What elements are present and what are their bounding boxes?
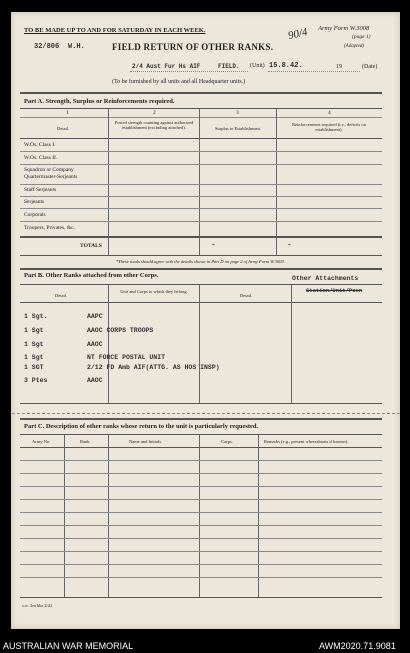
unit-value-continued: FIELD.: [218, 63, 240, 70]
handwritten-number: 90/4: [286, 26, 309, 42]
typed-heading-other-attachments: Other Attachments: [292, 275, 359, 282]
part-a-header-posted: Posted strength counting against authorized establishment (excluding attached).: [114, 120, 194, 131]
part-b-header-rule: [20, 302, 382, 303]
unit-label: (Unit): [250, 63, 265, 69]
row-label-wo-class-1: W.Os. Class I.: [24, 142, 56, 148]
typed-heading-struck: Station/Unit/Posn: [306, 287, 363, 294]
part-a-table-top: [20, 108, 382, 109]
attachment-detail-2: 1 Sgt: [24, 327, 44, 334]
part-c-col-divider-3: [199, 434, 200, 597]
perforation-line: [12, 413, 400, 414]
attachment-unit-1: AAPC: [87, 313, 103, 320]
row-rule: [20, 151, 382, 152]
part-c-row-rule: [20, 538, 382, 539]
part-a-header-detail: Detail.: [57, 126, 70, 131]
part-c-row-rule: [20, 577, 382, 578]
attachment-detail-6: 3 Ptes: [24, 377, 48, 384]
part-c-header-army-no: Army No.: [32, 439, 51, 444]
part-a-title: Part A. Strength, Surplus or Reinforcements required.: [24, 98, 175, 105]
page-number: (page 1): [352, 34, 371, 40]
part-c-row-rule: [20, 564, 382, 565]
part-a-col-number-3: 3: [236, 110, 239, 116]
part-a-header-rule: [20, 138, 382, 139]
part-a-number-rule: [20, 117, 382, 118]
part-a-col-number-4: 4: [328, 110, 331, 116]
part-b-header-unit-1: Unit and Corps to which they belong.: [120, 289, 188, 294]
form-print-code: s.w. 2m bks 2/41: [22, 603, 53, 608]
date-label: (Date): [362, 64, 378, 70]
row-rule: [20, 221, 382, 222]
part-c-col-divider-4: [258, 434, 259, 597]
row-label-cqms: Squadron or Company Quartermaster-Serjeants: [24, 167, 78, 180]
totals-label: TOTALS: [80, 243, 102, 249]
part-c-header-rank: Rank.: [80, 439, 91, 444]
attachment-unit-4: NT FORCE POSTAL UNIT: [87, 354, 166, 361]
part-c-header-name: Name and Initials.: [129, 439, 163, 444]
row-rule: [20, 164, 382, 165]
totals-note: *These totals should agree with the details shown in Part D on page 2 of Army Form W.3009.: [116, 259, 285, 264]
attachment-detail-3: 1 Sgt: [24, 341, 44, 348]
part-a-col-divider-3: [276, 108, 277, 256]
row-label-wo-class-2: W.Os. Class II.: [24, 155, 58, 161]
row-label-corporals: Corporals: [24, 212, 46, 218]
part-b-table-top: [20, 284, 382, 285]
part-a-col-divider-2: [199, 108, 200, 256]
return-date: 15.8.42.: [269, 62, 303, 70]
attachment-detail-1: 1 Sgt.: [24, 313, 48, 320]
totals-mark-surplus: *: [212, 243, 215, 249]
part-b-top-rule: [20, 268, 382, 270]
year-prefix: 19: [336, 64, 342, 70]
part-a-col-number-2: 2: [153, 110, 156, 116]
part-a-top-rule: [20, 92, 382, 94]
row-rule: [20, 208, 382, 209]
furnished-note: (To be furnished by all units and all Headquarter units.): [112, 79, 246, 85]
attachment-unit-3: AAOC: [87, 341, 103, 348]
part-a-header-surplus: Surplus to Establishment.: [214, 126, 262, 131]
part-c-bottom-rule: [20, 597, 382, 598]
archive-name: AUSTRALIAN WAR MEMORIAL: [3, 641, 134, 651]
part-a-col-number-1: 1: [66, 110, 69, 116]
attachment-unit-2: AAOC CORPS TROOPS: [87, 327, 154, 334]
part-c-row-rule: [20, 551, 382, 552]
adapted-label: (Adapted): [344, 44, 364, 49]
part-b-bottom-rule: [20, 403, 382, 404]
part-c-header-corps: Corps.: [221, 439, 233, 444]
part-b-header-detail-2: Detail.: [240, 293, 253, 298]
part-b-col-divider-1: [108, 284, 109, 404]
row-rule: [20, 196, 382, 197]
totals-mark-reinforcements: *: [288, 243, 291, 249]
date-dotted-line: [268, 71, 360, 72]
unit-value: 2/4 Aust Fur Hs AIF: [132, 63, 201, 70]
archive-accession-number: AWM2020.71.9081: [319, 641, 396, 651]
part-c-col-divider-2: [108, 434, 109, 597]
part-c-header-remarks: Remarks (e.g., present whereabouts if known).: [264, 439, 349, 444]
archive-footer: [0, 640, 410, 653]
part-c-row-rule: [20, 525, 382, 526]
part-c-row-rule: [20, 486, 382, 487]
row-label-staff-serjeants: Staff Serjeants: [24, 187, 57, 193]
attachment-detail-5: 1 SGT: [24, 364, 44, 371]
part-c-top-rule: [20, 418, 382, 420]
part-c-row-rule: [20, 499, 382, 500]
attachment-unit-5: 2/12 FD Amb AIF(ATTG. AS HOS INSP): [87, 364, 220, 371]
part-a-col-divider-1: [108, 108, 109, 256]
form-title: FIELD RETURN OF OTHER RANKS.: [112, 42, 274, 52]
unit-dotted-line: [130, 71, 248, 72]
row-rule: [20, 184, 382, 185]
form-instruction: TO BE MADE UP TO AND FOR SATURDAY IN EACH WEEK.: [24, 27, 206, 34]
part-a-header-reinforcements: Reinforcements required (i.e., deficits on establishment).: [292, 122, 366, 133]
part-c-row-rule: [20, 473, 382, 474]
part-b-header-detail-1: Detail.: [55, 293, 68, 298]
row-label-troopers-privates: Troopers, Privates, &c.: [24, 225, 75, 231]
army-form-number: Army Form W.3008: [318, 25, 370, 32]
attachment-detail-4: 1 Sgt: [24, 354, 44, 361]
reference-number: 32/806: [34, 43, 60, 51]
part-a-totals-rule: [20, 236, 382, 238]
row-label-serjeants: Serjeants: [24, 199, 45, 205]
part-c-header-rule: [20, 447, 382, 448]
part-c-table-top: [20, 434, 382, 435]
part-c-row-rule: [20, 460, 382, 461]
part-b-title: Part B. Other Ranks attached from other Corps.: [24, 272, 159, 279]
attachment-unit-6: AAOC: [87, 377, 103, 384]
reference-suffix: W.H.: [68, 43, 85, 51]
part-c-title: Part C. Description of other ranks whose return to the unit is particularly requested.: [24, 423, 259, 430]
part-b-col-divider-3: [291, 284, 292, 404]
part-b-col-divider-2: [199, 284, 200, 404]
part-c-col-divider-1: [64, 434, 65, 597]
part-c-row-rule: [20, 512, 382, 513]
part-a-bottom-rule: [20, 255, 382, 256]
